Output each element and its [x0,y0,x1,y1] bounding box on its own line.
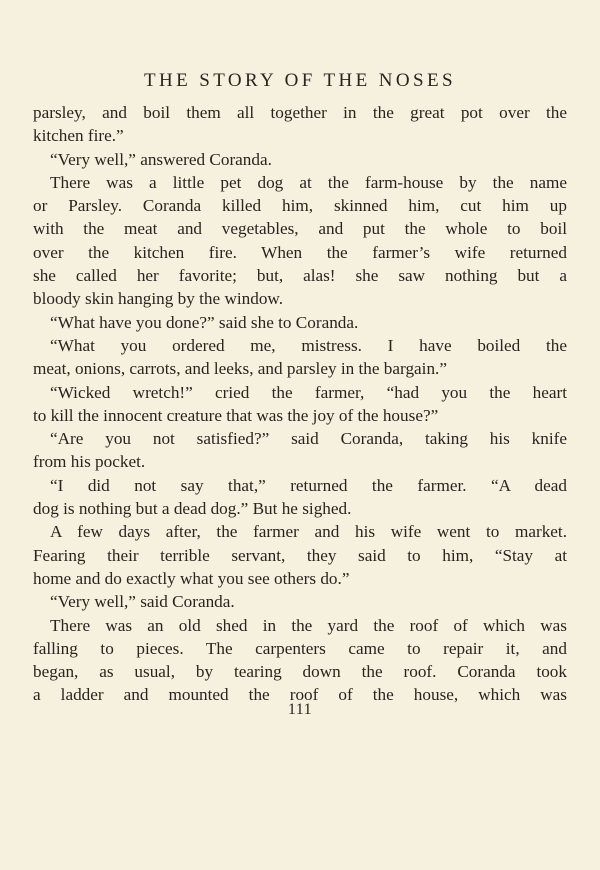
text-line: “Very well,” said Coranda. [50,592,235,612]
text-line: bloody skin hanging by the window. [33,289,283,309]
text-line: kitchen fire.” [33,126,124,146]
page-number: 111 [287,701,313,718]
text-line: to kill the innocent creature that was the joy of the house?” [33,405,439,425]
body-text [33,101,567,707]
running-head: THE STORY OF THE NOSES [144,70,456,91]
text-line: “What have you done?” said she to Coranda. [50,312,359,332]
text-line: parsley, and boil them all together in the great pot over the [33,103,567,122]
text-line: a ladder and mounted the roof of the house, which was [33,685,567,705]
text-line: falling to pieces. The carpenters came to repair it, and [33,638,567,658]
text-line: “Very well,” answered Coranda. [50,149,272,169]
text-line: dog is nothing but a dead dog.” But he sighed. [33,499,352,519]
text-line: home and do exactly what you see others do.” [33,568,350,588]
text-line: or Parsley. Coranda killed him, skinned him, cut him up [33,196,567,216]
text-line: “Are you not satisfied?” said Coranda, taking his knife [50,429,567,449]
text-line: meat, onions, carrots, and leeks, and parsley in the bargain.” [33,359,447,379]
text-line: “What you ordered me, mistress. I have boiled the [50,335,567,355]
text-line: There was an old shed in the yard the roof of which was [50,615,567,635]
text-line: “I did not say that,” returned the farmer. “A dead [50,475,567,495]
text-line: Fearing their terrible servant, they said to him, “Stay at [33,545,567,565]
text-line: A few days after, the farmer and his wife went to market. [50,522,567,542]
text-line: with the meat and vegetables, and put the whole to boil [33,219,567,239]
text-line: “Wicked wretch!” cried the farmer, “had you the heart [50,382,567,402]
text-line: There was a little pet dog at the farm-house by the name [50,172,567,192]
text-line: she called her favorite; but, alas! she saw nothing but a [33,266,567,286]
text-line: began, as usual, by tearing down the roof. Coranda took [33,662,567,682]
text-line: over the kitchen fire. When the farmer’s wife returned [33,242,567,262]
text-line: from his pocket. [33,452,146,472]
